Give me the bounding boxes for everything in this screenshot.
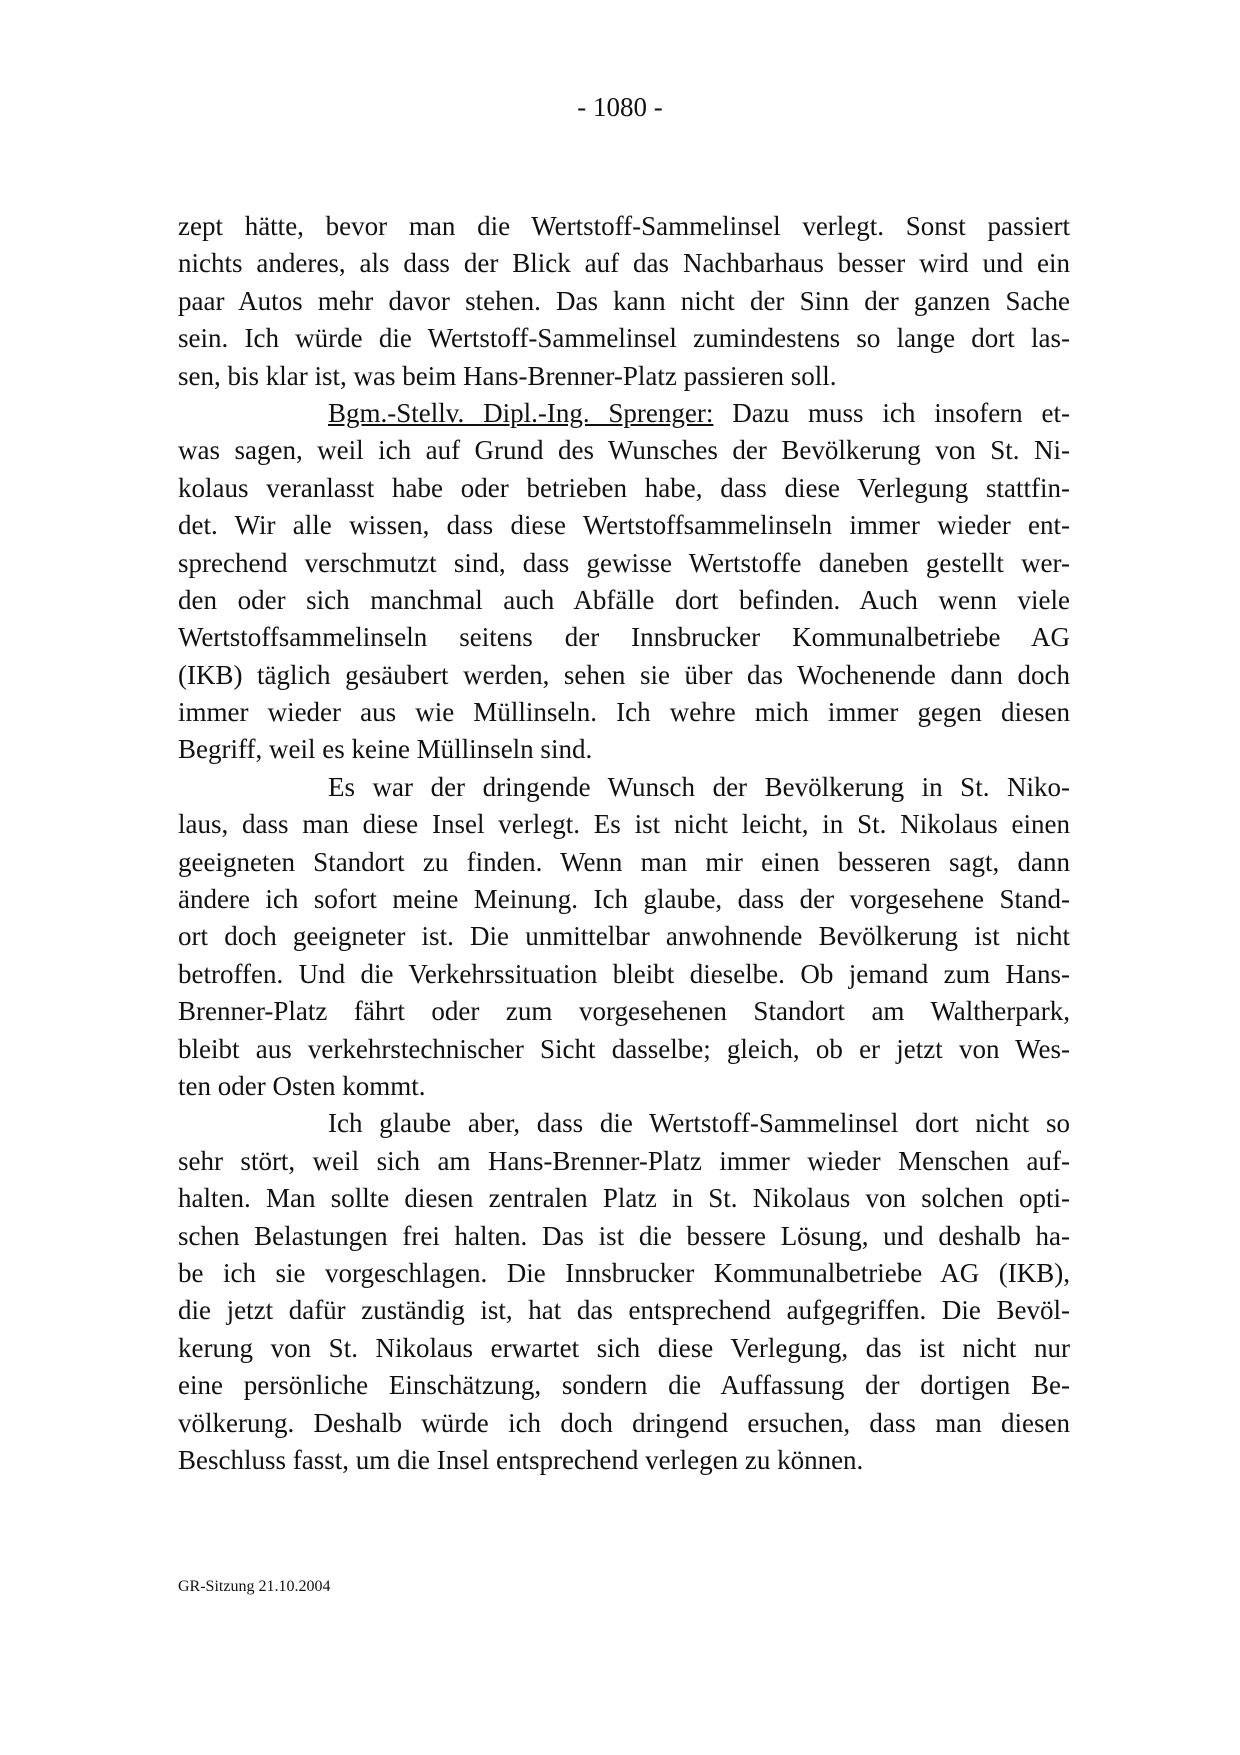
text-line: kolaus veranlasst habe oder betrieben habe, dass diese Verlegung stattfin- [178,472,1070,503]
text-line: bleibt aus verkehrstechnischer Sicht dasselbe; gleich, ob er jetzt von Wes- [178,1033,1070,1064]
text-line: was sagen, weil ich auf Grund des Wunsches der Bevölkerung von St. Ni- [178,435,1070,466]
footer-session-date: GR-Sitzung 21.10.2004 [178,1578,331,1595]
text-line: betroffen. Und die Verkehrssituation bleibt dieselbe. Ob jemand zum Hans- [178,958,1070,989]
body-text [178,208,1070,1479]
text-line: kerung von St. Nikolaus erwartet sich diese Verlegung, das ist nicht nur [178,1332,1070,1363]
speaker-name: Bgm.-Stellv. Dipl.-Ing. Sprenger: [328,397,714,428]
paragraph-4 [178,1105,1070,1479]
page-number: - 1080 - [577,92,663,122]
text-line: völkerung. Deshalb würde ich doch dringend ersuchen, dass man diesen [178,1407,1070,1438]
text-line: Ich glaube aber, dass die Wertstoff-Sammelinsel dort nicht so [328,1108,1070,1139]
text-line: (IKB) täglich gesäubert werden, sehen sie über das Wochenende dann doch [178,659,1070,690]
paragraph-3 [178,769,1070,1106]
text-line: ort doch geeigneter ist. Die unmittelbar anwohnende Bevölkerung ist nicht [178,921,1070,952]
text-line: immer wieder aus wie Müllinseln. Ich wehre mich immer gegen diesen [178,697,1070,728]
text-line: schen Belastungen frei halten. Das ist die bessere Lösung, und deshalb ha- [178,1220,1070,1251]
text-line: be ich sie vorgeschlagen. Die Innsbrucker Kommunalbetriebe AG (IKB), [178,1257,1070,1288]
text-line: sen, bis klar ist, was beim Hans-Brenner-Platz passieren soll. [178,360,837,391]
text-line: sein. Ich würde die Wertstoff-Sammelinsel zumindestens so lange dort las- [178,323,1070,354]
text-line: det. Wir alle wissen, dass diese Wertstoffsammelinseln immer wieder ent- [178,510,1070,541]
text-line: halten. Man sollte diesen zentralen Platz in St. Nikolaus von solchen opti- [178,1183,1070,1214]
text-line: Es war der dringende Wunsch der Bevölkerung in St. Niko- [328,771,1070,802]
text-line: geeigneten Standort zu finden. Wenn man mir einen besseren sagt, dann [178,846,1070,877]
text-line: laus, dass man diese Insel verlegt. Es ist nicht leicht, in St. Nikolaus einen [178,809,1070,840]
paragraph-1 [178,208,1070,395]
text-line: den oder sich manchmal auch Abfälle dort befinden. Auch wenn viele [178,584,1070,615]
text-line: zept hätte, bevor man die Wertstoff-Sammelinsel verlegt. Sonst passiert [178,211,1070,241]
text-line: ändere ich sofort meine Meinung. Ich glaube, dass der vorgesehene Stand- [178,884,1070,915]
text-line: Wertstoffsammelinseln seitens der Innsbrucker Kommunalbetriebe AG [178,622,1070,653]
text-line: ten oder Osten kommt. [178,1070,426,1101]
paragraph-2 [178,395,1070,769]
text-line: nichts anderes, als dass der Blick auf das Nachbarhaus besser wird und ein [178,248,1070,279]
text-line: paar Autos mehr davor stehen. Das kann nicht der Sinn der ganzen Sache [178,285,1070,316]
text-line: die jetzt dafür zuständig ist, hat das entsprechend aufgegriffen. Die Bevöl- [178,1295,1070,1326]
text-line: Brenner-Platz fährt oder zum vorgesehenen Standort am Waltherpark, [178,996,1070,1027]
speaker-line-text: Dazu muss ich insofern et- [713,397,1070,428]
text-line: sehr stört, weil sich am Hans-Brenner-Platz immer wieder Menschen auf- [178,1145,1070,1176]
text-line: eine persönliche Einschätzung, sondern die Auffassung der dortigen Be- [178,1370,1070,1401]
text-line: sprechend verschmutzt sind, dass gewisse Wertstoffe daneben gestellt wer- [178,547,1070,578]
text-line: Begriff, weil es keine Müllinseln sind. [178,734,593,765]
speaker-line [178,395,1070,432]
text-line: Beschluss fasst, um die Insel entsprechend verlegen zu können. [178,1444,864,1475]
